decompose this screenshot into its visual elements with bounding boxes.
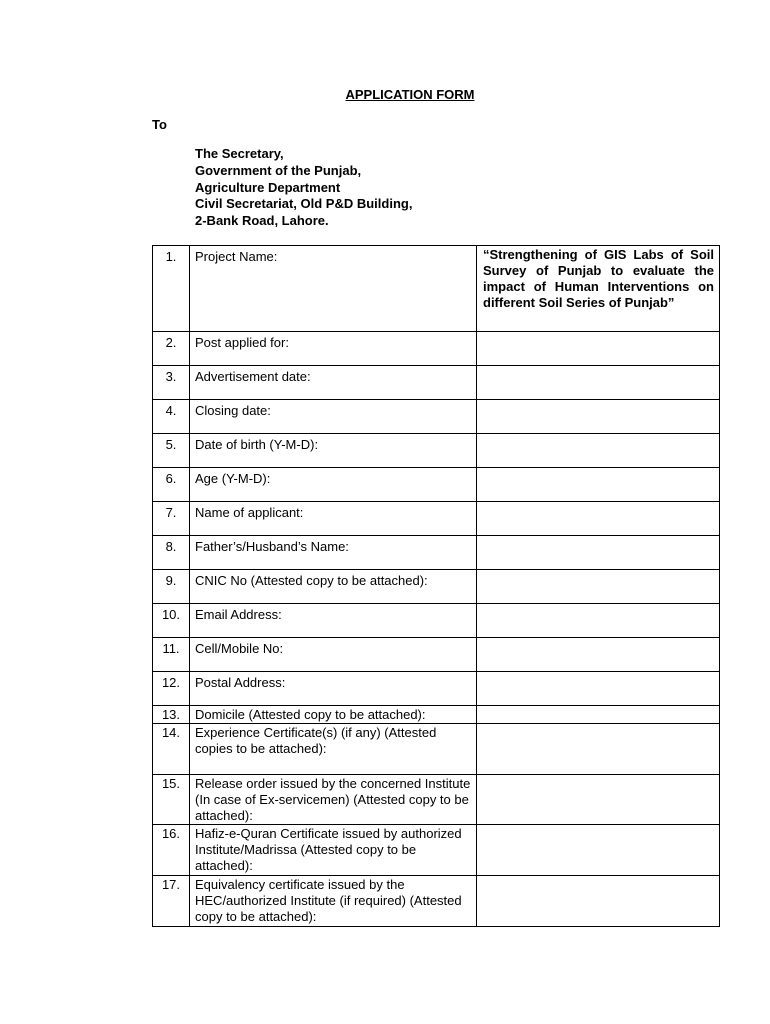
row-number: 13.: [153, 706, 190, 724]
row-number: 10.: [153, 604, 190, 638]
row-number: 2.: [153, 332, 190, 366]
field-label: Date of birth (Y-M-D):: [190, 434, 477, 468]
form-row-father-husband-name: [153, 536, 720, 570]
row-number: 4.: [153, 400, 190, 434]
form-row-email: [153, 604, 720, 638]
field-label: Postal Address:: [190, 672, 477, 706]
project-name-value: “Strengthening of GIS Labs of Soil Survey of Punjab to evaluate the impact of Human Interventions on different Soil Series of Punjab”: [477, 246, 720, 332]
age-field[interactable]: [477, 468, 720, 502]
form-row-advertisement-date: [153, 366, 720, 400]
date-of-birth-field[interactable]: [477, 434, 720, 468]
row-number: 11.: [153, 638, 190, 672]
addressee-to: To: [152, 117, 167, 132]
field-label: Project Name:: [190, 246, 477, 332]
father-husband-name-field[interactable]: [477, 536, 720, 570]
field-label: Hafiz-e-Quran Certificate issued by authorized Institute/Madrissa (Attested copy to be attached):: [190, 825, 477, 876]
mobile-field[interactable]: [477, 638, 720, 672]
form-row-domicile: [153, 706, 720, 724]
hafiz-e-quran-field[interactable]: [477, 825, 720, 876]
form-row-mobile: [153, 638, 720, 672]
field-label: Cell/Mobile No:: [190, 638, 477, 672]
form-row-closing-date: [153, 400, 720, 434]
closing-date-field[interactable]: [477, 400, 720, 434]
row-number: 14.: [153, 724, 190, 775]
field-label: Release order issued by the concerned Institute (In case of Ex-servicemen) (Attested copy to be attached):: [190, 775, 477, 825]
field-label: Experience Certificate(s) (if any) (Attested copies to be attached):: [190, 724, 477, 775]
form-row-post-applied: [153, 332, 720, 366]
form-row-applicant-name: [153, 502, 720, 536]
cnic-field[interactable]: [477, 570, 720, 604]
form-row-hafiz-e-quran: [153, 825, 720, 876]
row-number: 12.: [153, 672, 190, 706]
field-label: Advertisement date:: [190, 366, 477, 400]
address-line: Civil Secretariat, Old P&D Building,: [195, 196, 413, 212]
field-label: Age (Y-M-D):: [190, 468, 477, 502]
field-label: Post applied for:: [190, 332, 477, 366]
field-label: Name of applicant:: [190, 502, 477, 536]
address-line: 2-Bank Road, Lahore.: [195, 213, 329, 229]
applicant-name-field[interactable]: [477, 502, 720, 536]
form-row-date-of-birth: [153, 434, 720, 468]
post-applied-field[interactable]: [477, 332, 720, 366]
address-line: Agriculture Department: [195, 179, 341, 195]
advertisement-date-field[interactable]: [477, 366, 720, 400]
row-number: 6.: [153, 468, 190, 502]
release-order-field[interactable]: [477, 775, 720, 825]
postal-address-field[interactable]: [477, 672, 720, 706]
field-label: CNIC No (Attested copy to be attached):: [190, 570, 477, 604]
row-number: 16.: [153, 825, 190, 876]
addressee-block: [195, 146, 412, 230]
field-label: Father’s/Husband’s Name:: [190, 536, 477, 570]
row-number: 5.: [153, 434, 190, 468]
row-number: 8.: [153, 536, 190, 570]
field-label: Equivalency certificate issued by the HEC/authorized Institute (if required) (Attested copy to be attached):: [190, 876, 477, 927]
form-row-experience: [153, 724, 720, 775]
form-row-postal-address: [153, 672, 720, 706]
row-number: 9.: [153, 570, 190, 604]
field-label: Closing date:: [190, 400, 477, 434]
field-label: Domicile (Attested copy to be attached):: [190, 706, 477, 724]
form-row-release-order: [153, 775, 720, 825]
row-number: 15.: [153, 775, 190, 825]
form-row-cnic: [153, 570, 720, 604]
row-number: 17.: [153, 876, 190, 927]
form-row-equivalency: [153, 876, 720, 927]
equivalency-field[interactable]: [477, 876, 720, 927]
form-row-age: [153, 468, 720, 502]
experience-field[interactable]: [477, 724, 720, 775]
form-row-project-name: [153, 246, 720, 332]
form-title: APPLICATION FORM: [345, 87, 475, 102]
row-number: 3.: [153, 366, 190, 400]
email-field[interactable]: [477, 604, 720, 638]
field-label: Email Address:: [190, 604, 477, 638]
domicile-field[interactable]: [477, 706, 720, 724]
address-line: The Secretary,: [195, 146, 284, 161]
address-line: Government of the Punjab,: [195, 162, 362, 178]
row-number: 1.: [153, 246, 190, 332]
application-form-table: [152, 245, 720, 927]
row-number: 7.: [153, 502, 190, 536]
